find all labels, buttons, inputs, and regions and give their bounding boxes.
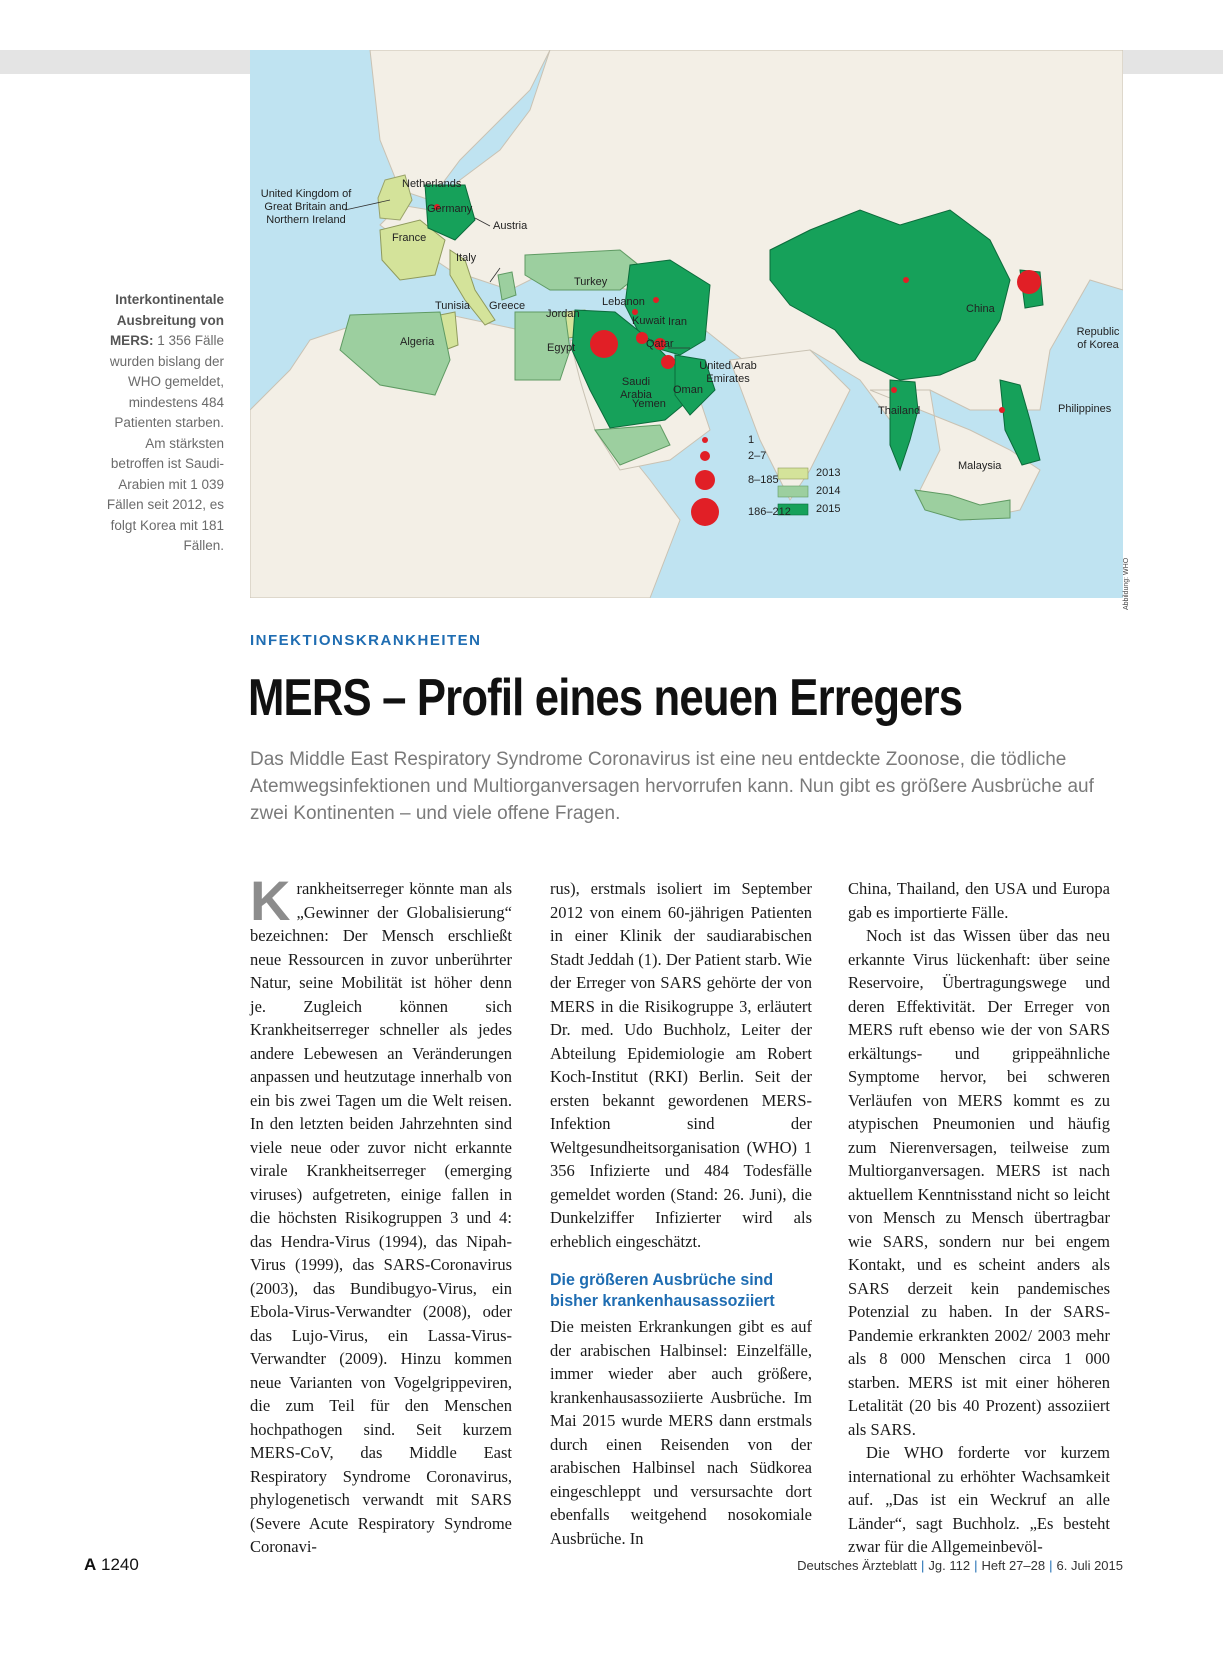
page-number xyxy=(84,1555,139,1575)
label-kuwait: Kuwait xyxy=(632,315,666,327)
label-egypt: Egypt xyxy=(547,342,576,354)
section-kicker: INFEKTIONSKRANKHEITEN xyxy=(250,632,482,649)
label-italy: Italy xyxy=(456,252,477,264)
label-austria: Austria xyxy=(493,220,528,232)
cases-korea xyxy=(1017,270,1041,294)
cases-china xyxy=(903,277,909,283)
drop-cap: K xyxy=(250,869,291,932)
legend-year-2013: 2013 xyxy=(816,467,841,479)
legend-size-3: 8–185 xyxy=(748,474,779,486)
label-iran: Iran xyxy=(668,316,687,328)
cases-philippines xyxy=(999,407,1005,413)
cases-oman xyxy=(661,355,675,369)
folio-number: 1240 xyxy=(101,1555,139,1574)
label-thailand: Thailand xyxy=(878,405,921,417)
cases-iran xyxy=(653,297,659,303)
legend-size-2: 2–7 xyxy=(748,450,767,462)
folio-letter: A xyxy=(84,1555,97,1574)
col1-text: rankheitserreger könnte man als „Gewinner der Globalisierung“ bezeichnen: Der Mensch erschließt neue Ressourcen in zuvor unberührter Natur, seine Mobilität ist höher denn je. Zugleich können sich Krankheitserreger schneller als jedes andere Lebewesen an Veränderungen anpassen und heutzutage innerhalb von ein bis zwei Tagen um die Welt reisen. In den letzten beiden Jahrzehnten sind viele neue oder zuvor nicht erkannte virale Krankheitserreger (emerging viruses) aufgetreten, einige fallen in die höchsten Risikogruppen 3 und 4: das Hendra-Virus (1994), das Nipah-Virus (1999), das SARS-Coronavirus (2003), das Bundibugyo-Virus, ein Ebola-Virus-Verwandter (2008), oder das Lujo-Virus, ein Lassa-Virus-Verwandter (2009). Hinzu kommen neue Varianten von Vogelgrippeviren, die zum Teil für den Menschen hochpathogen sind. Seit kurzem MERS-CoV, das Middle East Respiratory Syndrome Coronavirus, phylogenetisch verwandt mit SARS (Severe Acute Respiratory Syndrome Coronavi- xyxy=(250,879,512,1556)
journal-footer xyxy=(797,1558,1123,1573)
journal-date: 6. Juli 2015 xyxy=(1056,1558,1123,1573)
label-netherlands: Netherlands xyxy=(402,178,462,190)
col3-paragraph-2: Noch ist das Wissen über das neu erkannte Virus lückenhaft: über seine Reservoire, Übertragungswege und deren Effektivität. Der Erreger von MERS ruft ebenso wie der von SARS erkältungs- und grippeähnliche Symptome hervor, bei schweren Verläufen von MERS kommt es zu atypischen Pneumonien und häufig zum Nierenversagen, teilweise zum Multiorganversagen. MERS ist nach aktuellem Kenntnisstand nicht so leicht von Mensch zu Mensch übertragbar wie SARS, sondern nur bei engem Kontakt, und es scheint anders als SARS derzeit kein pandemisches Potenzial zu haben. In der SARS-Pandemie erkrankten 2002/ 2003 mehr als 8 000 Menschen circa 1 000 starben. MERS ist mit einer höheren Letalität (20 bis 40 Prozent) assoziiert als SARS. xyxy=(848,926,1110,1439)
label-china: China xyxy=(966,303,995,315)
label-saudi: Saudi Arabia xyxy=(620,376,652,401)
legend-size-1: 1 xyxy=(748,434,755,446)
label-malaysia: Malaysia xyxy=(958,460,1002,472)
legend-dot-4 xyxy=(691,498,719,526)
col3-paragraph-3: Die WHO forderte vor kurzem international zu erhöhter Wachsamkeit auf. „Das ist ein Weckruf an alle Länder“, sagt Buchholz. „Es besteht zwar für die Allgemeinbevöl- xyxy=(848,1443,1110,1556)
figure-caption xyxy=(92,290,224,557)
label-uae: United Arab Emirates xyxy=(699,360,757,385)
label-lebanon: Lebanon xyxy=(602,296,645,308)
cases-thailand xyxy=(891,387,897,393)
label-algeria: Algeria xyxy=(400,336,435,348)
col1-paragraph xyxy=(250,869,512,1559)
label-philippines: Philippines xyxy=(1058,403,1112,415)
cases-saudi xyxy=(590,330,618,358)
footer-separator: | xyxy=(974,1558,978,1573)
label-korea: Republic of Korea xyxy=(1076,326,1120,351)
column-2 xyxy=(550,877,812,1550)
col3-paragraph-1: China, Thailand, den USA und Europa gab es importierte Fälle. xyxy=(848,879,1110,922)
subheading: Die größeren Ausbrüche sind bisher krankenhausassoziiert xyxy=(550,1270,775,1310)
legend-swatch-2014 xyxy=(778,486,808,497)
journal-name: Deutsches Ärzteblatt xyxy=(797,1558,918,1573)
footer-separator: | xyxy=(1049,1558,1053,1573)
label-yemen: Yemen xyxy=(632,398,666,410)
caption-lead: Interkontinentale Ausbreitung von MERS: xyxy=(109,292,224,348)
area-thailand xyxy=(890,380,918,470)
journal-volume: Jg. 112 xyxy=(928,1558,971,1573)
legend-swatch-2013 xyxy=(778,468,808,479)
label-jordan: Jordan xyxy=(546,308,580,320)
image-credit: Abbildung: WHO xyxy=(1123,557,1130,610)
label-oman: Oman xyxy=(673,384,703,396)
footer-separator: | xyxy=(921,1558,925,1573)
article-lede: Das Middle East Respiratory Syndrome Coronavirus ist eine neu entdeckte Zoonose, die tödliche Atemwegsinfektionen und Multiorganversagen hervorrufen kann. Nun gibt es größere Ausbrüche auf zwei Kontinenten – und viele offene Fragen. xyxy=(250,749,1094,824)
article-title: MERS – Profil eines neuen Erregers xyxy=(248,669,963,727)
label-france: France xyxy=(392,232,427,244)
label-tunisia: Tunisia xyxy=(435,300,471,312)
caption-text: 1 356 Fälle wurden bislang der WHO gemeldet, mindestens 484 Patienten starben. Am stärksten betroffen ist Saudi-Arabien mit 1 039 Fällen seit 2012, es folgt Korea mit 181 Fällen. xyxy=(106,333,224,553)
label-greece: Greece xyxy=(489,300,526,312)
label-turkey: Turkey xyxy=(574,276,608,288)
legend-dot-1 xyxy=(702,437,708,443)
legend-dot-2 xyxy=(700,451,710,461)
legend-year-2014: 2014 xyxy=(816,485,841,497)
col2-paragraph-2: Die meisten Erkrankungen gibt es auf der arabischen Halbinsel: Einzelfälle, immer wieder aber auch größere, krankenhausassoziierte Ausbrüche. Im Mai 2015 wurde MERS dann erstmals durch einen Reisenden von der arabischen Halbinsel nach Südkorea eingeschleppt und versursachte dort ebenfalls weitgehend nosokomiale Ausbrüche. In xyxy=(550,1317,812,1548)
label-qatar: Qatar xyxy=(646,338,674,350)
legend-dot-3 xyxy=(695,470,715,490)
col2-paragraph-1: rus), erstmals isoliert im September 2012 von einem 60-jährigen Patienten in einer Klinik der saudiarabischen Stadt Jeddah (1). Der Patient starb. Wie der Erreger von SARS gehörte der von MERS in die Risikogruppe 3, erläutert Dr. med. Udo Buchholz, Leiter der Abteilung Epidemiologie am Robert Koch-Institut (RKI) Berlin. Seit der ersten bekannt gewordenen MERS-Infektion sind der Weltgesundheitsorganisation (WHO) 1 356 Infizierte und 484 Todesfälle gemeldet worden (Stand: 26. Juni), die Dunkelziffer Infizierter wird als erheblich eingeschätzt. xyxy=(550,879,812,1251)
legend-year-2015: 2015 xyxy=(816,503,841,515)
journal-issue: Heft 27–28 xyxy=(981,1558,1046,1573)
mers-map xyxy=(250,50,1123,598)
column-3 xyxy=(848,877,1110,1559)
legend-size-4: 186–212 xyxy=(748,506,791,518)
column-1 xyxy=(250,869,512,1559)
label-uk: United Kingdom of Great Britain and Northern Ireland xyxy=(260,188,352,226)
label-germany: Germany xyxy=(427,203,473,215)
